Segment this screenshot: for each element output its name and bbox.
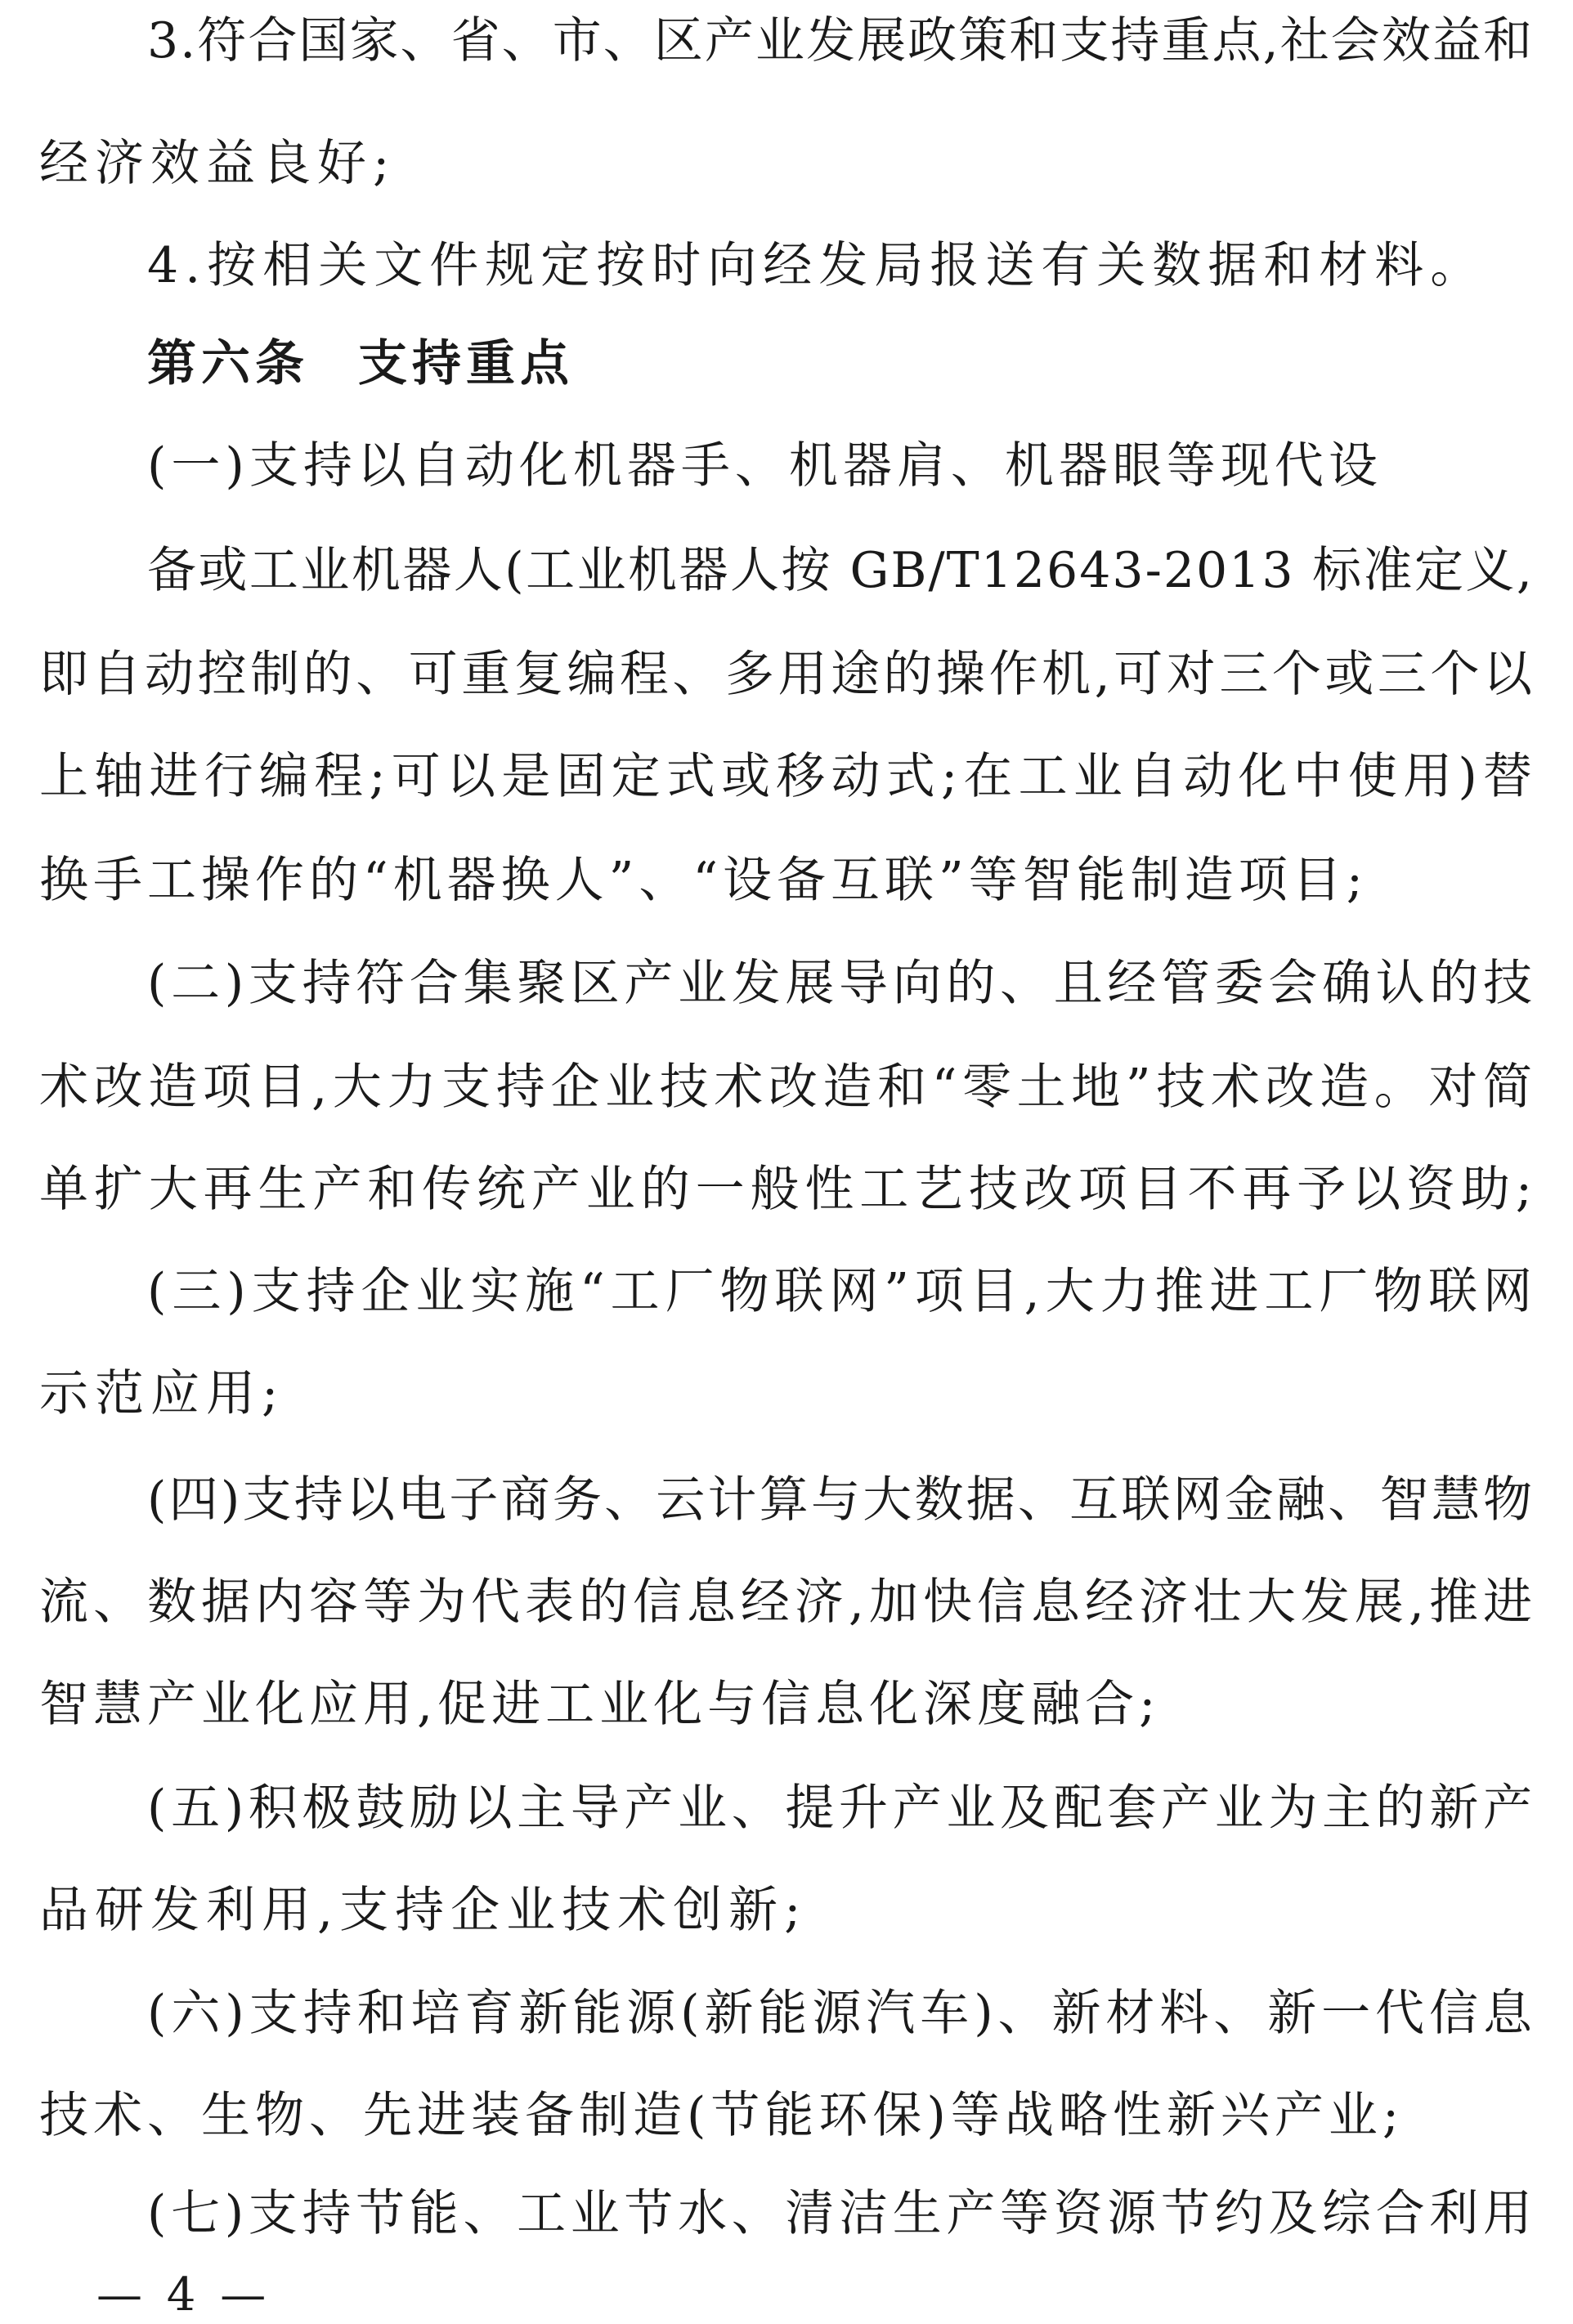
text-line: (二)支持符合集聚区产业发展导向的、且经管委会确认的技 <box>147 955 1534 1012</box>
text-line: (六)支持和培育新能源(新能源汽车)、新材料、新一代信息 <box>147 1985 1534 2042</box>
text-line: (一)支持以自动化机器手、机器肩、机器眼等现代设 <box>147 437 1383 495</box>
text-line: 3.符合国家、省、市、区产业发展政策和支持重点,社会效益和 <box>147 12 1534 69</box>
article-title: 支持重点 <box>358 335 574 392</box>
text-line: 上轴进行编程;可以是固定式或移动式;在工业自动化中使用)替 <box>39 748 1534 805</box>
text-line: 品研发利用,支持企业技术创新; <box>39 1882 808 1939</box>
text-line: (四)支持以电子商务、云计算与大数据、互联网金融、智慧物 <box>147 1471 1534 1529</box>
article-number: 第六条 <box>147 335 309 392</box>
page-number: — 4 — <box>96 2268 271 2322</box>
text-line: 示范应用; <box>39 1365 285 1422</box>
text-line: (三)支持企业实施“工厂物联网”项目,大力推进工厂物联网 <box>147 1263 1534 1320</box>
text-line: (五)积极鼓励以主导产业、提升产业及配套产业为主的新产 <box>147 1780 1534 1837</box>
article-heading <box>147 331 1534 396</box>
text-line: 经济效益良好; <box>39 135 397 192</box>
text-line: 备或工业机器人(工业机器人按 GB/T12643-2013 标准定义, <box>147 542 1534 599</box>
text-line: 智慧产业化应用,促进工业化与信息化深度融合; <box>39 1676 1161 1733</box>
text-line: 换手工操作的“机器换人”、“设备互联”等智能制造项目; <box>39 852 1368 909</box>
text-line: 技术、生物、先进装备制造(节能环保)等战略性新兴产业; <box>39 2087 1405 2144</box>
text-line: 单扩大再生产和传统产业的一般性工艺技改项目不再予以资助; <box>39 1161 1534 1218</box>
text-line: 即自动控制的、可重复编程、多用途的操作机,可对三个或三个以 <box>39 646 1534 703</box>
text-line: 4.按相关文件规定按时向经发局报送有关数据和材料。 <box>147 237 1486 294</box>
text-line: 术改造项目,大力支持企业技术改造和“零土地”技术改造。对简 <box>39 1059 1534 1116</box>
text-line: (七)支持节能、工业节水、清洁生产等资源节约及综合利用 <box>147 2185 1534 2242</box>
text-line: 流、数据内容等为代表的信息经济,加快信息经济壮大发展,推进 <box>39 1574 1534 1631</box>
